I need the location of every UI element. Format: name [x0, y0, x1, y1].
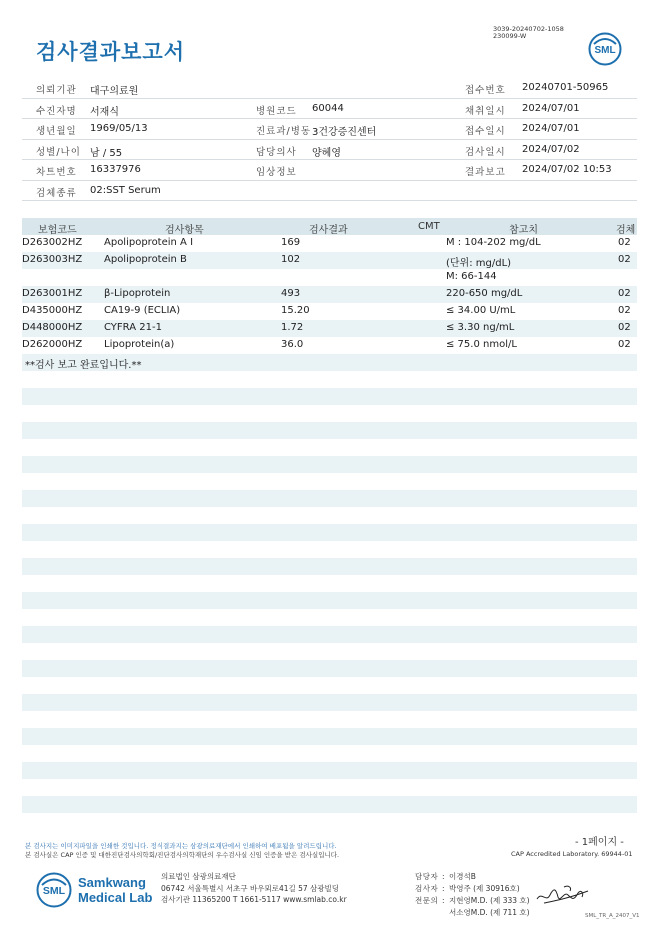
- accreditation-notice: 본 검사실은 CAP 인증 및 대한진단검사의학회/진단검사의학재단의 우수검사실 신임 인증을 받은 검사실입니다.: [25, 851, 340, 859]
- report-complete-note: **검사 보고 완료입니다.**: [22, 354, 637, 371]
- info-value: 3건강증진센터: [312, 127, 377, 138]
- signature-image: [534, 881, 592, 911]
- info-value: 02:SST Serum: [90, 184, 161, 196]
- cap-accreditation: CAP Accredited Laboratory. 69944-01: [511, 850, 633, 858]
- info-label: 의뢰기관: [36, 85, 77, 96]
- empty-row: [22, 558, 637, 575]
- specimen-code: 02: [618, 322, 631, 333]
- empty-row: [22, 388, 637, 405]
- info-value: 2024/07/01: [522, 102, 580, 114]
- reference-range: ≤ 34.00 U/mL: [446, 305, 516, 316]
- info-value: 1969/05/13: [90, 123, 148, 134]
- empty-row: [22, 694, 637, 711]
- info-value: 20240701-50965: [522, 82, 609, 93]
- info-value: 16337976: [90, 164, 141, 175]
- insurance-code: D435000HZ: [22, 305, 83, 316]
- document-code: 3039-20240702-1058 230099-W: [493, 25, 564, 40]
- test-result: 36.0: [281, 339, 304, 350]
- test-result: 102: [281, 254, 301, 265]
- sml-logo-icon: [588, 32, 622, 66]
- info-label: 생년월일: [36, 126, 77, 137]
- test-result: 1.72: [281, 322, 304, 333]
- insurance-code: D263001HZ: [22, 288, 83, 299]
- info-label: 담당의사: [256, 146, 297, 158]
- info-row: [22, 160, 637, 181]
- table-row: [22, 235, 637, 252]
- test-item: Lipoprotein(a): [104, 339, 175, 350]
- info-row: [22, 119, 637, 140]
- header-insurance-code: 보험코드: [38, 225, 77, 236]
- specimen-code: 02: [618, 305, 631, 316]
- info-row: [22, 78, 637, 99]
- form-code: SML_TR_A_2407_V1: [585, 913, 640, 919]
- signatory-name: 지현영M.D. (제 333 호): [449, 896, 530, 905]
- info-label: 결과보고: [465, 167, 506, 178]
- separator: :: [442, 896, 445, 905]
- empty-row: [22, 490, 637, 507]
- brand-name: Samkwang Medical Lab: [78, 875, 153, 905]
- svg-text:SML: SML: [594, 45, 616, 56]
- reference-range: M : 104-202 mg/dL: [446, 237, 541, 248]
- empty-row: [22, 762, 637, 779]
- info-label: 접수번호: [465, 85, 506, 96]
- header-reference: 참고치: [509, 225, 538, 236]
- test-item: β-Lipoprotein: [104, 288, 171, 299]
- insurance-code: D263002HZ: [22, 237, 83, 248]
- signatory-role: 전문의: [415, 896, 439, 905]
- empty-row: [22, 711, 637, 728]
- empty-row: [22, 728, 637, 745]
- empty-row: [22, 796, 637, 813]
- table-row: [22, 303, 637, 320]
- insurance-code: D263003HZ: [22, 254, 83, 265]
- table-row: [22, 320, 637, 337]
- signatory-role: 검사자: [415, 884, 439, 893]
- test-result: 169: [281, 237, 301, 248]
- header-test-item: 검사항목: [165, 225, 204, 236]
- signatory-name: 이경석B: [449, 872, 476, 881]
- lab-contact: 검사기관 11365200 T 1661-5117 www.smlab.co.kr: [161, 895, 347, 904]
- empty-row: [22, 541, 637, 558]
- specimen-code: 02: [618, 288, 631, 299]
- empty-row: [22, 592, 637, 609]
- empty-row: [22, 405, 637, 422]
- empty-row: [22, 779, 637, 796]
- svg-text:SML: SML: [42, 885, 66, 897]
- info-label: 접수일시: [465, 126, 506, 137]
- specimen-code: 02: [618, 339, 631, 350]
- test-item: CA19-9 (ECLIA): [104, 305, 181, 316]
- reference-range: M: 66-144: [446, 271, 497, 282]
- samkwang-logo-icon: [36, 872, 72, 908]
- info-label: 검체종류: [36, 187, 77, 199]
- lab-contact-info: [161, 871, 347, 906]
- info-label: 성별/나이: [36, 146, 81, 158]
- empty-row: [22, 813, 637, 830]
- test-item: CYFRA 21-1: [104, 322, 162, 333]
- table-header: [22, 218, 637, 235]
- info-label: 진료과/병동: [256, 126, 312, 137]
- info-row: [22, 99, 637, 120]
- empty-row: [22, 524, 637, 541]
- signatory-name: 박영주 (제 30916호): [449, 884, 520, 893]
- info-value: 남 / 55: [90, 147, 123, 159]
- empty-row: [22, 439, 637, 456]
- empty-rows: [22, 371, 637, 830]
- empty-row: [22, 660, 637, 677]
- reference-range: ≤ 75.0 nmol/L: [446, 339, 517, 350]
- empty-row: [22, 575, 637, 592]
- page-title: 검사결과보고서: [36, 40, 186, 64]
- test-result: 493: [281, 288, 301, 299]
- print-notice: 본 검사지는 이미지파일을 인쇄한 것입니다. 정식결과지는 삼광의료재단에서 인쇄하여 배포됨을 알려드립니다.: [25, 842, 337, 850]
- header-specimen: 검체: [616, 225, 636, 236]
- info-label: 수진자명: [36, 105, 77, 117]
- lab-address: 06742 서울특별시 서초구 바우뫼로41길 57 삼광빌딩: [161, 883, 340, 893]
- info-value: 양혜영: [312, 147, 341, 159]
- info-row: [22, 140, 637, 161]
- separator: :: [442, 884, 445, 893]
- test-item: Apolipoprotein B: [104, 254, 187, 265]
- test-result: 15.20: [281, 305, 310, 316]
- empty-row: [22, 626, 637, 643]
- reference-range: 220-650 mg/dL: [446, 288, 523, 299]
- org-name: 의료법인 삼광의료재단: [161, 872, 236, 881]
- specimen-code: 02: [618, 237, 631, 248]
- reference-range: (단위: mg/dL): [446, 258, 512, 269]
- reference-range: ≤ 3.30 ng/mL: [446, 322, 515, 333]
- empty-row: [22, 456, 637, 473]
- empty-row: [22, 677, 637, 694]
- empty-row: [22, 422, 637, 439]
- empty-row: [22, 643, 637, 660]
- empty-row: [22, 609, 637, 626]
- info-label: 검사일시: [465, 146, 506, 158]
- info-value: 대구의료원: [90, 86, 139, 97]
- empty-row: [22, 507, 637, 524]
- info-value: 서재식: [90, 106, 119, 118]
- table-row: [22, 337, 637, 354]
- separator: :: [442, 872, 445, 881]
- empty-row: [22, 745, 637, 762]
- results-table: [22, 218, 637, 354]
- specimen-code: 02: [618, 254, 631, 265]
- info-label: 임상정보: [256, 167, 297, 178]
- info-label: 채취일시: [465, 105, 506, 117]
- test-item: Apolipoprotein A I: [104, 237, 194, 248]
- info-label: 병원코드: [256, 105, 297, 117]
- info-value: 2024/07/01: [522, 123, 580, 134]
- empty-row: [22, 473, 637, 490]
- table-row: [22, 286, 637, 303]
- info-value: 60044: [312, 102, 344, 114]
- header-cmt: CMT: [418, 221, 440, 232]
- signatory-role: 담당자: [415, 872, 439, 881]
- table-row: [22, 269, 637, 286]
- insurance-code: D262000HZ: [22, 339, 83, 350]
- header-result: 검사결과: [309, 225, 348, 236]
- signatory-name: 서소영M.D. (제 711 호): [449, 908, 530, 917]
- insurance-code: D448000HZ: [22, 322, 83, 333]
- info-row: [22, 181, 637, 202]
- table-row: [22, 252, 637, 269]
- empty-row: [22, 371, 637, 388]
- info-label: 차트번호: [36, 167, 77, 178]
- page-number: - 1페이지 -: [575, 837, 624, 848]
- patient-info-section: [22, 78, 637, 201]
- info-value: 2024/07/02 10:53: [522, 164, 612, 175]
- info-value: 2024/07/02: [522, 143, 580, 155]
